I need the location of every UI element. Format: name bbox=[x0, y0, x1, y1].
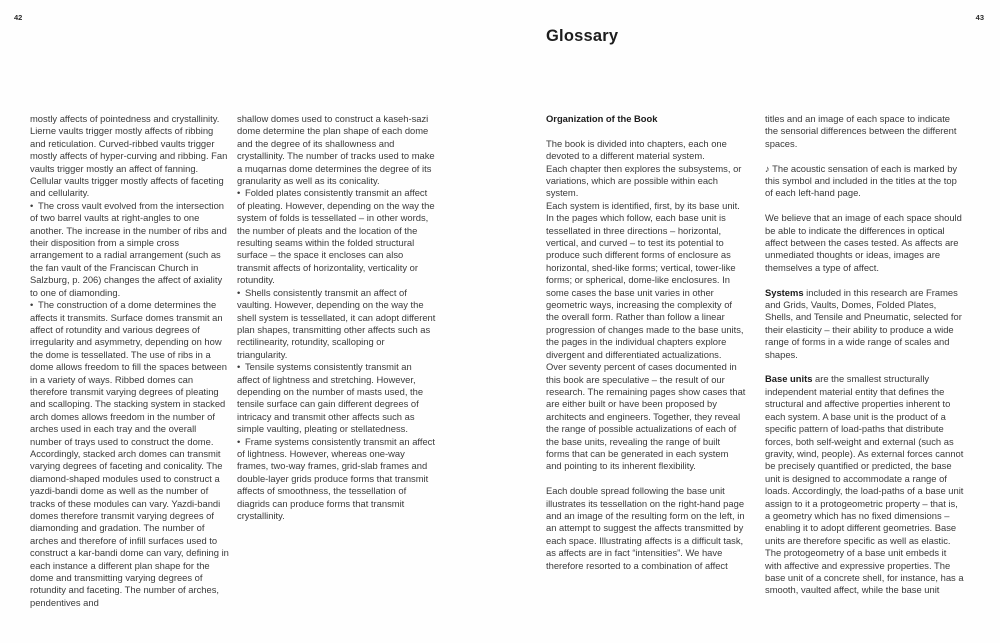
paragraph: We believe that an image of each space should be able to indicate the differences in optical affect between the cases tested. As affects are unmediated thoughts or ideas, images are themselves a type of affect. bbox=[765, 212, 962, 273]
glossary-term: Base units bbox=[765, 373, 816, 385]
paragraph: mostly affects of pointedness and crystallinity. Lierne vaults trigger mostly affects of ribbing and reticulation. Curved-ribbed vaults trigger mostly affects of hyper-curving and ribbing. Fan vaults trigger mostly an affect of fanning. Cellular vaults trigger mostly affects of faceting and cellularity. bbox=[30, 113, 228, 199]
text-column-1 bbox=[30, 113, 230, 609]
text-column-2 bbox=[237, 113, 437, 522]
bullet-item: • The construction of a dome determines the affects it transmits. Surface domes transmit an affect of rotundity and various degrees of irregularity and asymmetry, depending on how the dome is tessellated. The use of ribs in a dome allows freedom to fill the spaces between in a variety of ways. Ribbed domes can therefore transmit varying degrees of pleating and scalloping. The stacking system in stacked arch domes allows freedom in the number of arches used in each tray and the overall number of trays used to construct the dome. Accordingly, stacked arch domes can transmit varying degrees of faceting and conicality. The diamond-shaped modules used to construct a yazdi-bandi dome as well as the number of tracks of these modules can vary. Yazdi-bandi domes therefore transmit varying degrees of diamonding and gradation. The number of arches and therefore of infill surfaces used to construct a kar-bandi dome can vary, defining in each instance a different plan shape for the dome and transmitting varying degrees of rotundity and faceting. The number of arches, pendentives and bbox=[30, 299, 229, 608]
acoustic-note: ♪ The acoustic sensation of each is marked by this symbol and included in the titles at the top of each left-hand page. bbox=[765, 162, 958, 199]
section-heading: Organization of the Book bbox=[546, 113, 658, 124]
bullet-icon: • bbox=[237, 361, 245, 373]
paragraph: The book is divided into chapters, each one devoted to a different material system. bbox=[546, 137, 727, 162]
bullet-icon: • bbox=[237, 286, 245, 298]
paragraph: titles and an image of each space to indicate the sensorial differences between the different spaces. bbox=[765, 113, 957, 149]
glossary-entry: Base units are the smallest structurally independent material entity that defines the structural and affective properties inherent to each system. A base unit is the product of a specific pattern of load-paths that distribute forces, both self-weight and external (such as gravity, wind, people). As external forces cannot be precisely quantified or predicted, the base unit is designed to accommodate a range of loads. Accordingly, the load-paths of a base unit assign to it a protogeometric property – that is, a geometry which has no fixed dimensions – enabling it to adopt different geometries. Base units are therefore specific as well as elastic. The protogeometry of a base unit embeds it with affective and expressive properties. The base unit of a concrete shell, for instance, has a smooth, vaulted affect, while the base unit bbox=[765, 373, 964, 596]
glossary-entry: Systems included in this research are Frames and Grids, Vaults, Domes, Folded Plates, Shells, and Tensile and Pneumatic, selected for their elasticity – their ability to produce a wide range of forms in a wide range of scales and shapes. bbox=[765, 286, 962, 360]
left-page-number: 42 bbox=[14, 13, 23, 22]
bullet-item: • Tensile systems consistently transmit an affect of lightness and stretching. However, depending on the number of masts used, the tensile surface can gain different degrees of intricacy and transmit other affects such as simple vaulting, pleating or stellatedness. bbox=[237, 361, 424, 435]
glossary-term: Systems bbox=[765, 286, 807, 298]
paragraph: Each chapter then explores the subsystems, or variations, which are possible within each system. bbox=[546, 162, 742, 199]
right-page-number: 43 bbox=[975, 13, 984, 22]
bullet-item: • Frame systems consistently transmit an affect of lightness. However, whereas one-way frames, two-way frames, grid-slab frames and double-layer grids produce forms that transmit affects of smoothness, the tessellation of diagrids can produce forms that transmit crystallinity. bbox=[237, 435, 435, 521]
bullet-item: • The cross vault evolved from the intersection of two barrel vaults at right-angles to one another. The increase in the number of ribs and their disposition from a simple cross arrangement to a radial arrangement (such as the fan vault of the Franciscan Church in Salzburg, p. 206) changes the affect of axiality to one of diamonding. bbox=[30, 199, 227, 298]
paragraph: Each double spread following the base unit illustrates its tessellation on the right-hand page and an image of the resulting form on the left, in an attempt to suggest the affects transmitted by each space. Illustrating affects is a difficult task, as affects are in fact “intensities”. We have therefore resorted to a combination of affect bbox=[546, 485, 745, 571]
paragraph: Over seventy percent of cases documented in this book are speculative – the result of our research. The remaining pages show cases that are either built or have been proposed by architects and engineers. Together, they reveal the range of possible actualizations of each of the base units, revealing the range of built forms that can be generated in each system and pointing to its inherent flexibility. bbox=[546, 361, 746, 472]
bullet-icon: • bbox=[237, 187, 245, 199]
page-title: Glossary bbox=[546, 27, 619, 46]
acoustic-symbol: ♪ bbox=[765, 162, 773, 174]
bullet-icon: • bbox=[237, 435, 245, 447]
bullet-item: • Shells consistently transmit an affect of vaulting. However, depending on the way the shell system is tessellated, it can adopt different plan shapes, transmitting other affects such as rectilinearity, rotundity, scalloping or triangularity. bbox=[237, 286, 436, 360]
paragraph: Each system is identified, first, by its base unit. In the pages which follow, each base unit is tessellated in three directions – horizontal, vertical, and curved – to test its potential to produce such different forms of enclosure as horizontal, shed-like forms; vertical, tower-like forms; or spherical, dome-like enclosures. In some cases the base unit varies in other geometric ways, increasing the complexity of the overall form. Rather than follow a linear progression of changes made to the base units, the pages in the individual chapters explore divergent and differentiated actualizations. bbox=[546, 199, 744, 360]
bullet-icon: • bbox=[30, 299, 38, 311]
text-column-3 bbox=[546, 113, 746, 572]
bullet-item: • Folded plates consistently transmit an affect of pleating. However, depending on the way the system of folds is tessellated – in other words, the number of pleats and the location of the resulting seams within the folded structural surface – the space it encloses can also transmit affects of horizontality, verticality or rotundity. bbox=[237, 187, 435, 286]
bullet-icon: • bbox=[30, 199, 38, 211]
paragraph: shallow domes used to construct a kaseh-sazi dome determine the plan shape of each dome and the degree of its shallowness and crystallinity. The number of tracks used to make a muqarnas dome determines the degree of its granularity as well as its conicality. bbox=[237, 113, 435, 187]
text-column-4 bbox=[765, 113, 964, 597]
